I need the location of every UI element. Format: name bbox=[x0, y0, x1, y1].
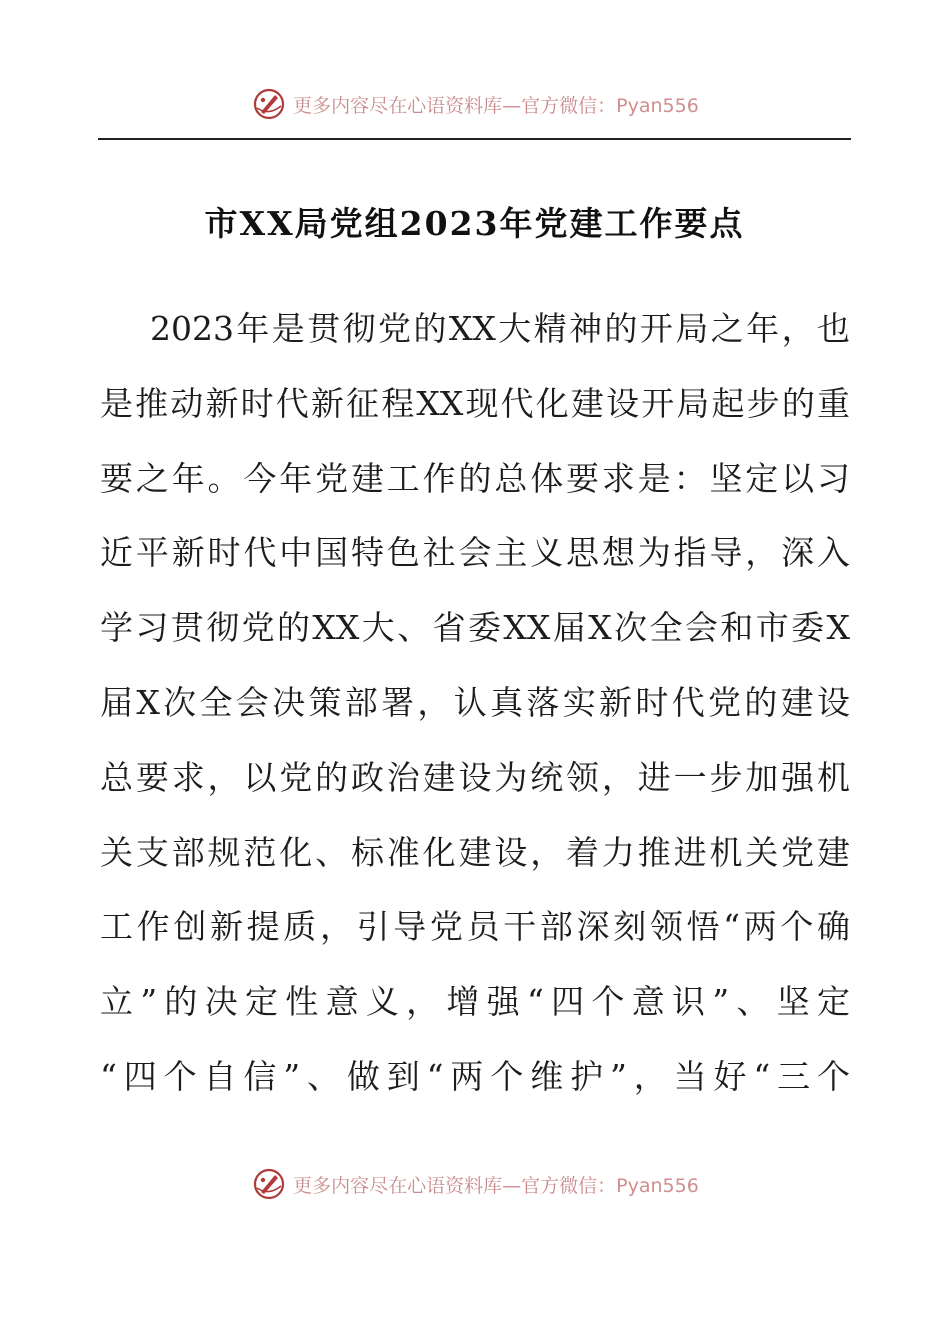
watermark-text-cn: 更多内容尽在心语资料库—官方微信： bbox=[293, 1174, 617, 1197]
body-line: 要之年。今年党建工作的总体要求是：坚定以习 bbox=[100, 458, 850, 498]
document-body bbox=[100, 292, 850, 1115]
header-watermark bbox=[0, 82, 950, 126]
document-title: 市XX局党组2023年党建工作要点 bbox=[204, 204, 745, 243]
body-line: 学习贯彻党的XX大、省委XX届X次全会和市委X bbox=[100, 608, 850, 648]
body-line: “四个自信”、做到“两个维护”，当好“三个 bbox=[100, 1056, 850, 1096]
body-line: 届X次全会决策部署，认真落实新时代党的建设 bbox=[100, 682, 850, 722]
watermark-text-latin: Pyan556 bbox=[616, 94, 699, 117]
body-line: 2023年是贯彻党的XX大精神的开局之年，也 bbox=[150, 309, 850, 348]
watermark-text bbox=[293, 91, 699, 118]
body-line: 工作创新提质，引导党员干部深刻领悟“两个确 bbox=[100, 907, 850, 947]
pen-circle-logo-icon bbox=[251, 86, 287, 122]
watermark-text-cn: 更多内容尽在心语资料库—官方微信： bbox=[293, 94, 617, 117]
watermark-text bbox=[293, 1171, 699, 1198]
watermark-text-latin: Pyan556 bbox=[616, 1174, 699, 1197]
header-divider bbox=[98, 138, 851, 140]
body-line: 总要求，以党的政治建设为统领，进一步加强机 bbox=[100, 757, 850, 797]
body-line: 近平新时代中国特色社会主义思想为指导，深入 bbox=[100, 533, 850, 573]
pen-circle-logo-icon bbox=[251, 1166, 287, 1202]
footer-watermark bbox=[0, 1162, 950, 1206]
body-line: 关支部规范化、标准化建设，着力推进机关党建 bbox=[100, 832, 850, 872]
body-line: 立”的决定性意义，增强“四个意识”、坚定 bbox=[100, 982, 850, 1022]
body-line: 是推动新时代新征程XX现代化建设开局起步的重 bbox=[100, 383, 850, 423]
